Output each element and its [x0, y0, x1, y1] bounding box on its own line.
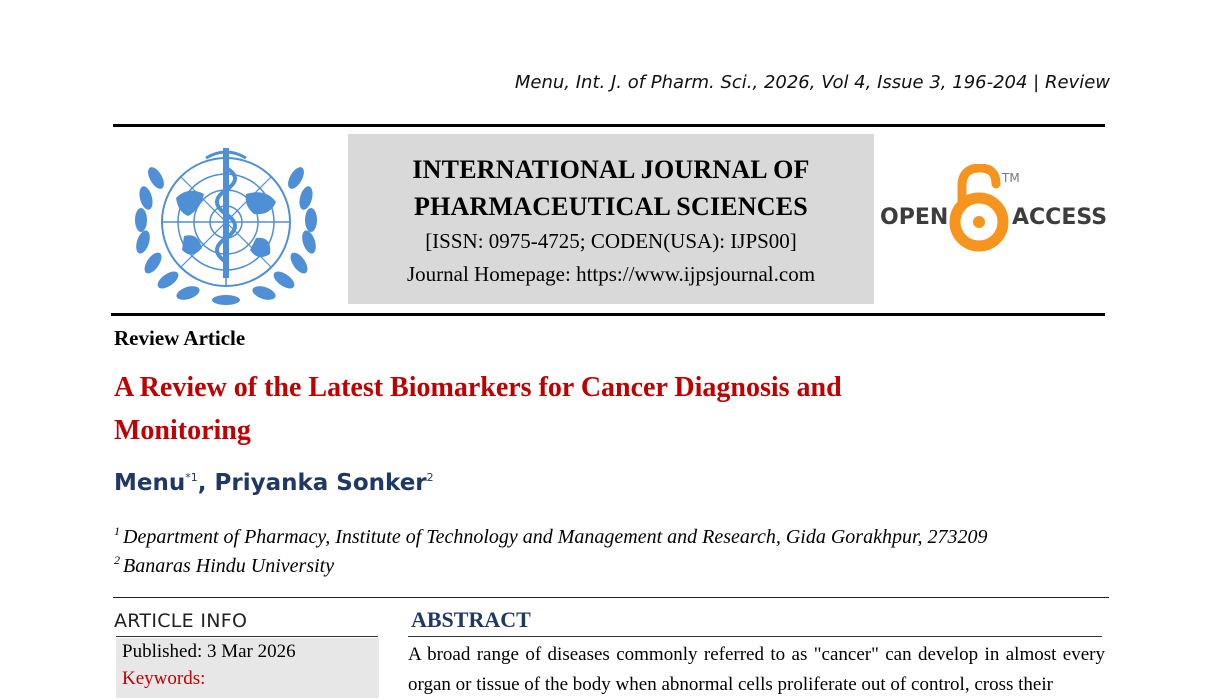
- article-title-line1: A Review of the Latest Biomarkers for Cancer Diagnosis and: [114, 372, 842, 403]
- journal-masthead-box: [348, 134, 874, 304]
- affiliation-text: Banaras Hindu University: [123, 555, 335, 577]
- article-info-heading: ARTICLE INFO: [114, 610, 248, 632]
- article-title-line2: Monitoring: [114, 415, 251, 446]
- oa-right-text: ACCESS: [1012, 205, 1108, 230]
- header-rule-bottom: [111, 313, 1105, 316]
- affiliation-2: [114, 553, 334, 578]
- author-name: Menu: [114, 470, 186, 496]
- oa-left-text: OPEN: [880, 205, 949, 230]
- abstract-text: A broad range of diseases commonly referred to as "cancer" can develop in almost every organ or tissue of the body when abnormal cells proliferate out of control, cross their: [408, 644, 1105, 695]
- journal-emblem-logo: [126, 138, 326, 306]
- affiliation-number: 2: [114, 553, 120, 567]
- section-divider: [113, 597, 1109, 598]
- author-name: Priyanka Sonker: [214, 470, 427, 496]
- journal-name-line1: INTERNATIONAL JOURNAL OF: [412, 155, 810, 184]
- affiliation-number: 1: [114, 524, 120, 538]
- article-title: [114, 366, 1014, 452]
- author-superscript: 2: [426, 471, 434, 484]
- author-list: [114, 470, 434, 496]
- abstract-rule: [408, 636, 1102, 637]
- open-access-logo: [878, 164, 1108, 256]
- journal-name-line2: PHARMACEUTICAL SCIENCES: [414, 192, 808, 221]
- article-info-rule: [116, 636, 378, 637]
- author-separator: ,: [197, 470, 215, 496]
- journal-homepage: Journal Homepage: https://www.ijpsjournal.com: [406, 262, 816, 286]
- abstract-heading: ABSTRACT: [411, 607, 531, 632]
- article-type: Review Article: [114, 326, 246, 350]
- author-superscript: *1: [185, 471, 198, 484]
- affiliation-1: [114, 524, 988, 549]
- published-date: Published: 3 Mar 2026: [122, 641, 296, 662]
- running-head: Menu, Int. J. of Pharm. Sci., 2026, Vol 4, Issue 3, 196-204 | Review: [514, 72, 1110, 93]
- journal-issn: [ISSN: 0975-4725; CODEN(USA): IJPS00]: [425, 229, 797, 253]
- header-rule-top: [113, 124, 1105, 127]
- oa-trademark: TM: [1002, 171, 1020, 185]
- keywords-label: Keywords:: [122, 668, 206, 689]
- affiliation-text: Department of Pharmacy, Institute of Technology and Management and Research, Gida Gorakhpur, 273209: [123, 526, 988, 548]
